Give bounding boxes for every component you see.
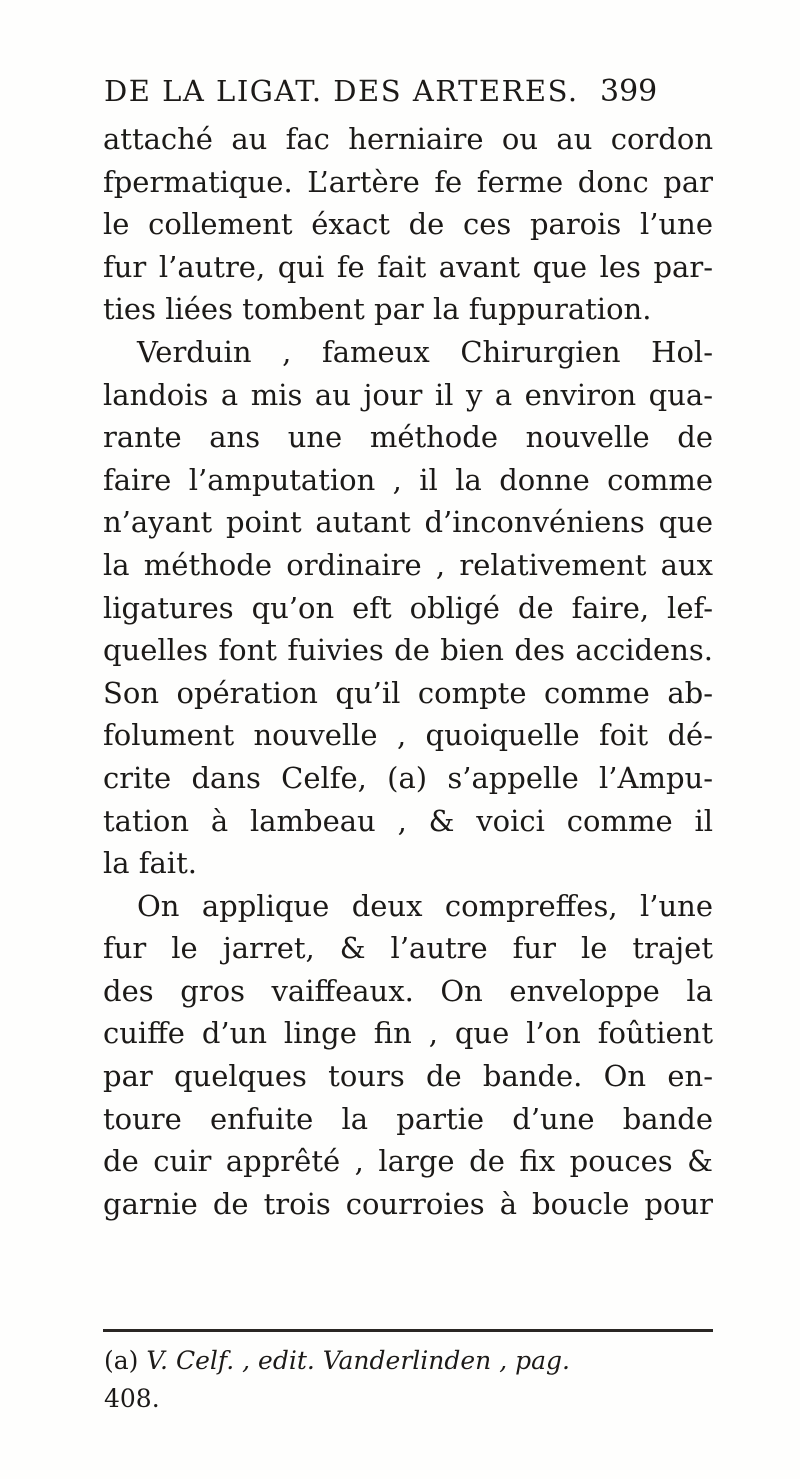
text-line: fur le jarret, & l’autre fur le trajet [103,931,713,966]
text-line: ties liées tombent par la fuppuration. [103,292,652,327]
text-line: Verduin , fameux Chirurgien Hol- [137,334,713,369]
body-text [103,118,713,1225]
text-line: landois a mis au jour il y a environ qua- [103,377,713,412]
text-line: des gros vaiffeaux. On enveloppe la [103,973,713,1008]
text-line: fur l’autre, qui fe fait avant que les par- [103,249,713,284]
footnote-text: V. Celf. , edit. Vanderlinden , pag. [146,1346,570,1375]
footnote-continuation: 408. [104,1384,160,1413]
text-line: de cuir apprêté , large de fix pouces & [103,1144,713,1179]
footnote-line [104,1342,714,1380]
text-line: tation à lambeau , & voici comme il [103,803,713,838]
running-head: DE LA LIGAT. DES ARTERES. [104,74,579,108]
text-line: cuiffe d’un linge fin , que l’on foûtient [103,1016,713,1051]
footnote-rule [103,1329,713,1332]
text-line: folument nouvelle , quoiquelle foit dé- [103,718,713,753]
text-line: n’ayant point autant d’inconvéniens que [103,505,713,540]
text-line: la méthode ordinaire , relativement aux [103,547,713,582]
text-line: crite dans Celfe, (a) s’appelle l’Ampu- [103,760,713,795]
text-line: par quelques tours de bande. On en- [103,1059,713,1094]
text-line: toure enfuite la partie d’une bande [103,1101,713,1136]
text-line: ligatures qu’on eft obligé de faire, lef- [103,590,713,625]
footnote [104,1342,714,1418]
text-line: rante ans une méthode nouvelle de [103,420,713,455]
text-line: garnie de trois courroies à boucle pour [103,1186,713,1221]
text-line: le collement éxact de ces parois l’une [103,207,713,242]
footnote-marker: (a) [104,1346,139,1375]
text-line: On applique deux compreffes, l’une [137,888,713,923]
text-line: faire l’amputation , il la donne comme [103,462,713,497]
page-number: 399 [600,74,658,109]
text-line: Son opération qu’il compte comme ab- [103,675,713,710]
text-line: la fait. [103,846,197,881]
text-line: fpermatique. L’artère fe ferme donc par [103,164,713,199]
text-line: quelles font fuivies de bien des accidens. [103,633,713,668]
text-line: attaché au fac herniaire ou au cordon [103,122,713,156]
